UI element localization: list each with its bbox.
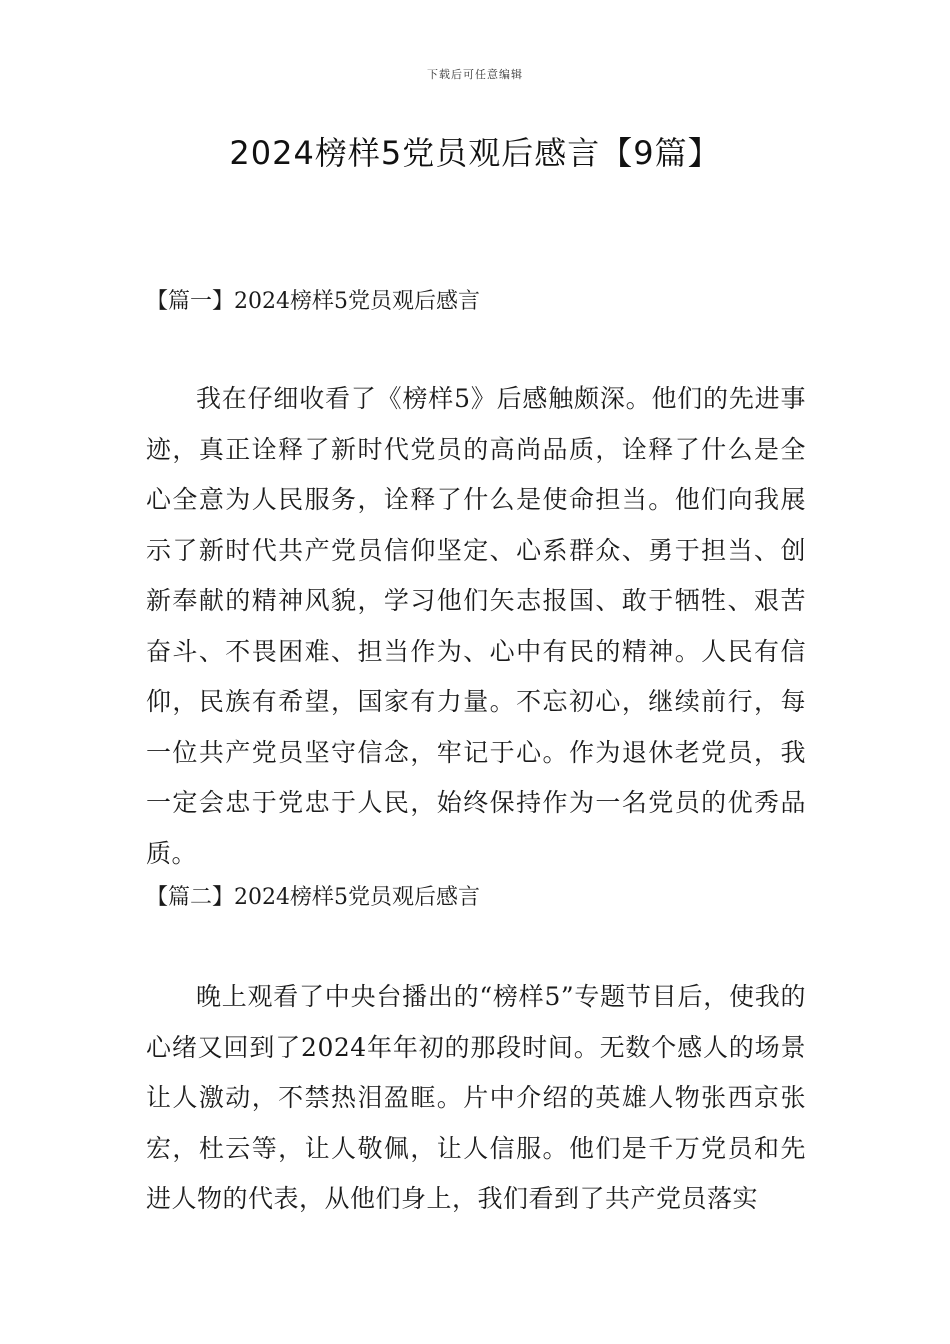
section-body-1: 我在仔细收看了《榜样5》后感触颇深。他们的先进事迹，真正诠释了新时代党员的高尚品质，诠释了什么是全心全意为人民服务，诠释了什么是使命担当。他们向我展示了新时代共产党员信仰坚定、心系群众、勇于担当、创新奉献的精神风貌，学习他们矢志报国、敢于牺牲、艰苦奋斗、不畏困难、担当作为、心中有民的精神。人民有信仰，民族有希望，国家有力量。不忘初心，继续前行，每一位共产党员坚守信念，牢记于心。作为退休老党员，我一定会忠于党忠于人民，始终保持作为一名党员的优秀品质。 [146,384,806,868]
section-body-2: 晚上观看了中央台播出的“榜样5”专题节目后，使我的心绪又回到了2024年年初的那段时间。无数个感人的场景让人激动，不禁热泪盈眶。片中介绍的英雄人物张西京张宏，杜云等，让人敬佩，让人信服。他们是千万党员和先进人物的代表，从他们身上，我们看到了共产党员落实 [146,982,806,1213]
section-heading-1: 【篇一】2024榜样5党员观后感言 [146,289,480,314]
document-title: 2024榜样5党员观后感言【9篇】 [229,134,721,172]
section-heading-2: 【篇二】2024榜样5党员观后感言 [146,885,480,910]
header-note: 下载后可任意编辑 [427,68,523,81]
